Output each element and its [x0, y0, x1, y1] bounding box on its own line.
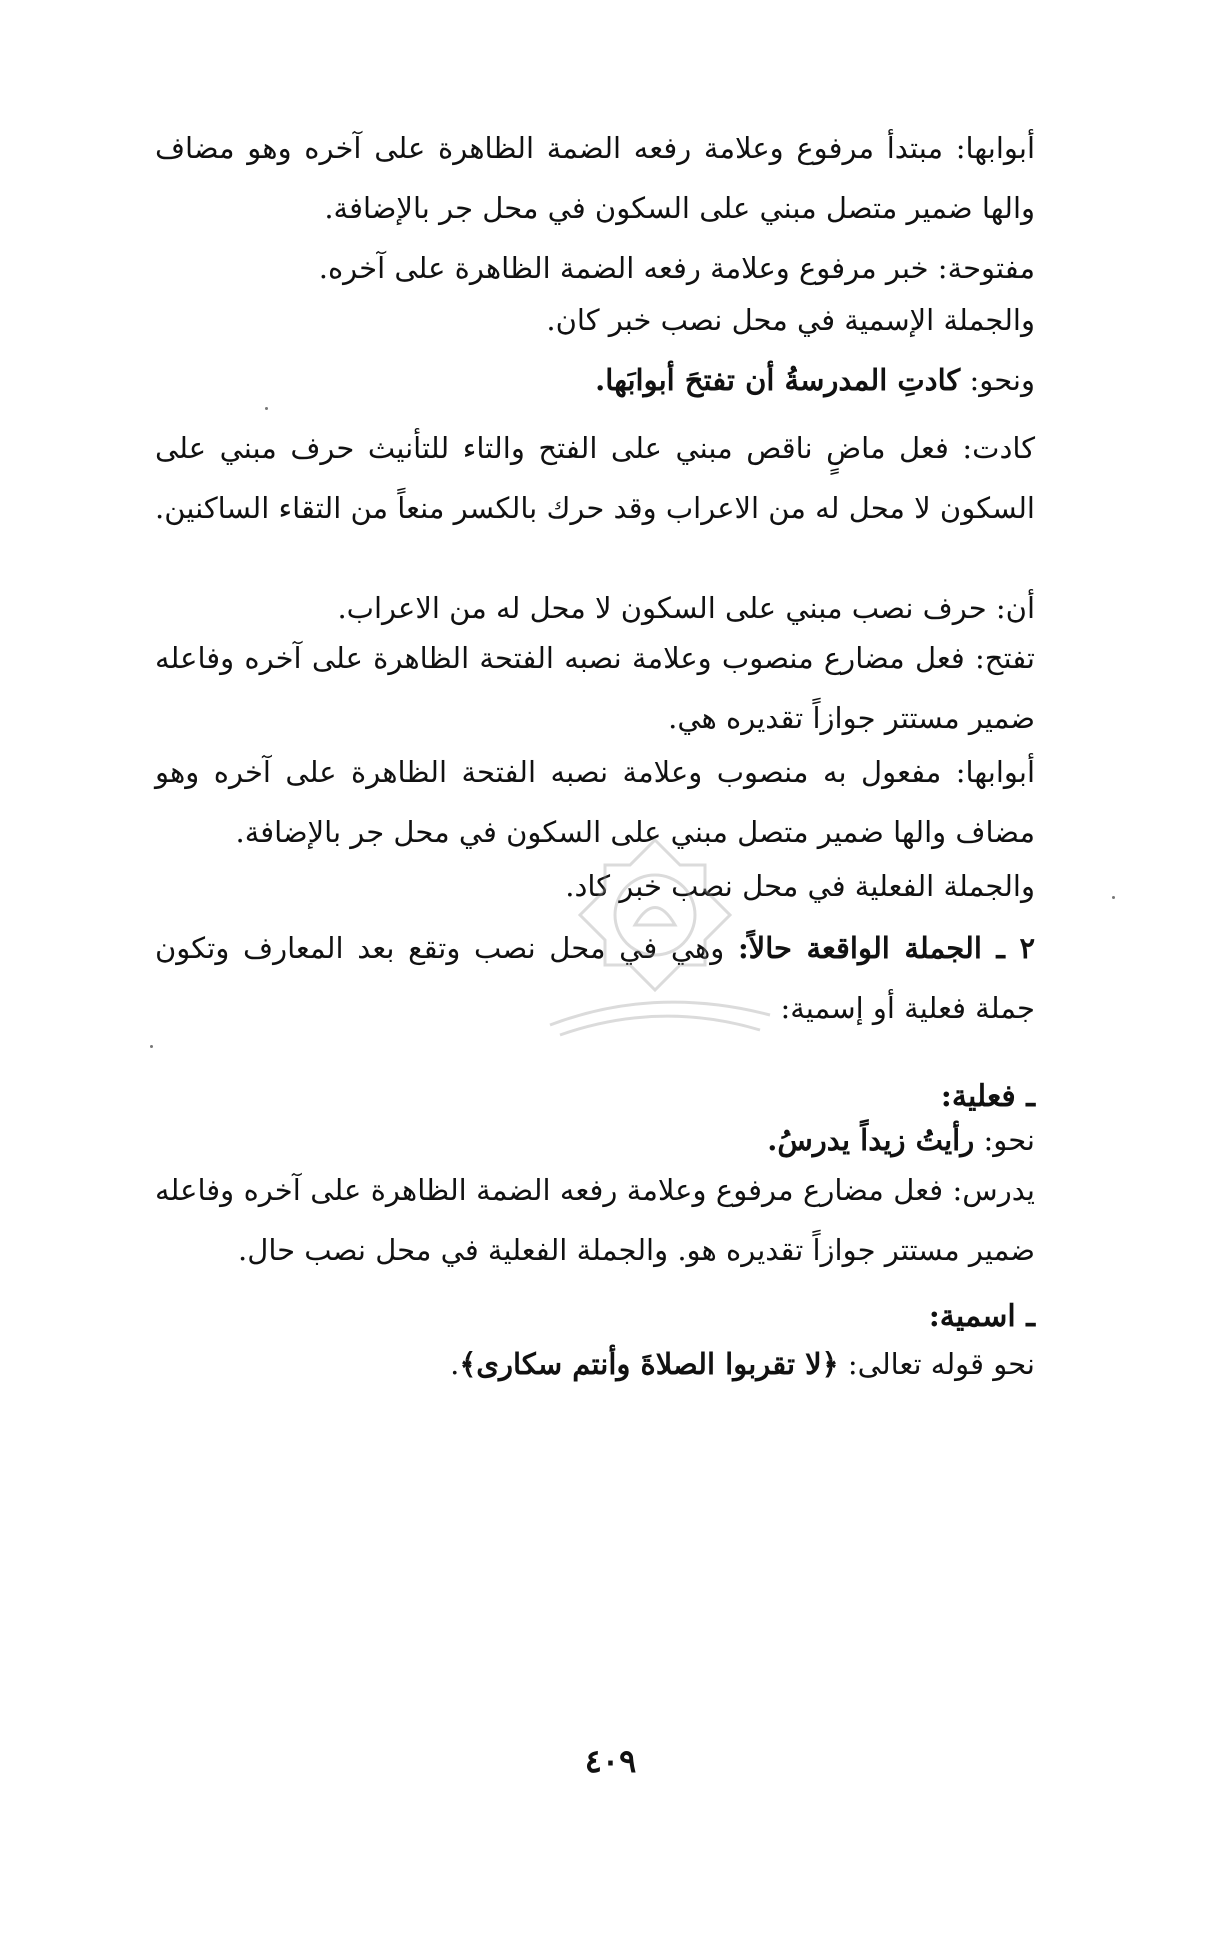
scan-speck [150, 1045, 153, 1048]
section-title: ٢ ـ الجملة الواقعة حالاً: [737, 931, 1036, 965]
paragraph-6 [155, 628, 1035, 748]
paragraph-2b-text: والجملة الإسمية في محل نصب خبر كان. [546, 303, 1035, 337]
example-sentence: كادتِ المدرسةُ أن تفتحَ أبوابَها. [595, 363, 961, 397]
example-label: نحو: [974, 1123, 1035, 1157]
paragraph-5-text: أن: حرف نصب مبني على السكون لا محل له من الاعراب. [337, 591, 1035, 625]
section-description: وهي في محل نصب وتقع بعد المعارف وتكون جملة فعلية أو إسمية: [155, 931, 1035, 1025]
example-sentence: رأيتُ زيداً يدرسُ. [767, 1123, 975, 1157]
paragraph-12-line [155, 1334, 1035, 1394]
subheading-verbal: ـ فعلية: [940, 1079, 1035, 1114]
paragraph-12 [155, 1334, 1035, 1394]
paragraph-2a-text: مفتوحة: خبر مرفوع وعلامة رفعه الضمة الظاهرة على آخره. [318, 251, 1035, 285]
seal-watermark-icon [490, 820, 820, 1050]
paragraph-1 [155, 118, 1035, 238]
paragraph-3 [155, 350, 1035, 410]
example-label: ونحو: [960, 363, 1035, 397]
paragraph-11-text: يدرس: فعل مضارع مرفوع وعلامة رفعه الضمة الظاهرة على آخره وفاعله ضمير مستتر جوازاً تقديره هو. والجملة الفعلية في محل نصب حال. [155, 1173, 1035, 1267]
paragraph-6-text: تفتح: فعل مضارع منصوب وعلامة نصبه الفتحة الظاهرة على آخره وفاعله ضمير مستتر جوازاً تقديره هي. [155, 641, 1035, 735]
paragraph-11 [155, 1160, 1035, 1280]
paragraph-8-text: والجملة الفعلية في محل نصب خبر كاد. [565, 869, 1035, 903]
quote-end: . [450, 1347, 460, 1381]
scan-speck [265, 407, 268, 410]
paragraph-1-text: أبوابها: مبتدأ مرفوع وعلامة رفعه الضمة الظاهرة على آخره وهو مضاف والها ضمير متصل مبني على السكون في محل جر بالإضافة. [155, 131, 1035, 225]
paragraph-2a [155, 238, 1035, 298]
paragraph-4 [155, 418, 1035, 538]
subheading-nominal: ـ اسمية: [928, 1299, 1035, 1334]
quote-intro: نحو قوله تعالى: [838, 1347, 1035, 1381]
page-number: ٤٠٩ [584, 1742, 637, 1780]
quran-quote: ﴿لا تقربوا الصلاةَ وأنتم سكارى﴾ [459, 1347, 839, 1381]
paragraph-7-text: أبوابها: مفعول به منصوب وعلامة نصبه الفتحة الظاهرة على آخره وهو مضاف والها ضمير متصل مبني على السكون في محل جر بالإضافة. [155, 755, 1035, 849]
paragraph-2b [155, 290, 1035, 350]
paragraph-3-line [155, 350, 1035, 410]
scan-speck [1112, 896, 1115, 899]
paragraph-4-text: كادت: فعل ماضٍ ناقص مبني على الفتح والتاء للتأنيث حرف مبني على السكون لا محل له من الاعراب وقد حرك بالكسر منعاً من التقاء الساكنين. [155, 431, 1035, 525]
